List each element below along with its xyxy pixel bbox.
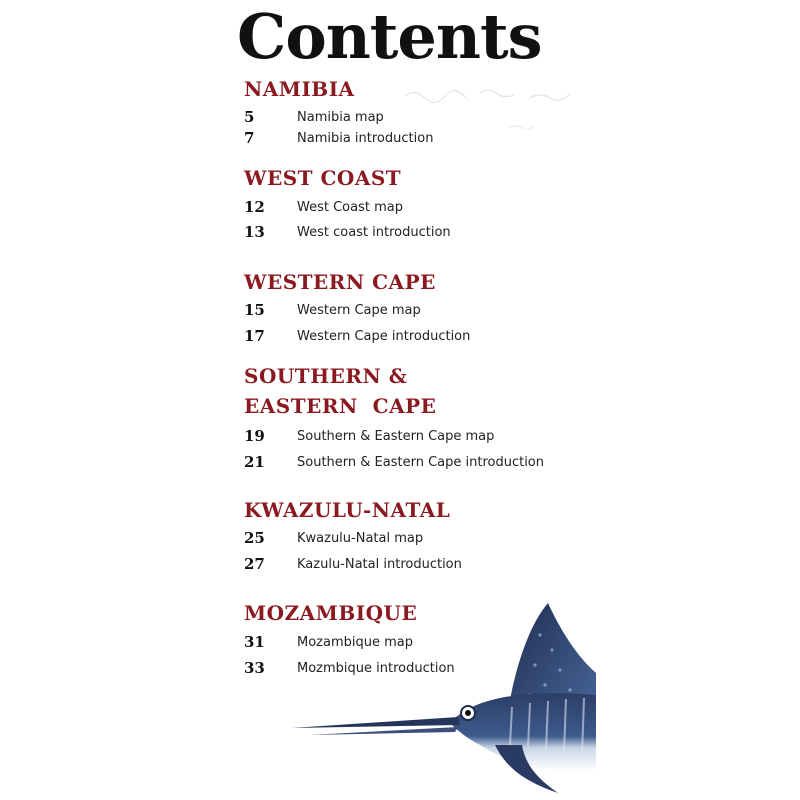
page-number: 33 [244, 659, 265, 677]
page-number: 7 [244, 129, 255, 147]
page-title: Contents [237, 0, 542, 73]
section-heading-eastern-cape: EASTERN CAPE [244, 394, 437, 418]
page-number: 21 [244, 453, 265, 471]
entry-label: Namibia map [297, 110, 384, 125]
page-number: 13 [244, 223, 265, 241]
page-number: 17 [244, 327, 265, 345]
entry-label: West Coast map [297, 200, 403, 215]
section-heading-namibia: NAMIBIA [244, 77, 355, 101]
marlin-fish-illustration [290, 595, 600, 795]
entry-label: Southern & Eastern Cape map [297, 429, 495, 444]
page-number: 25 [244, 529, 265, 547]
entry-label: Namibia introduction [297, 131, 434, 146]
entry-label: Western Cape map [297, 303, 421, 318]
entry-label: Mozambique map [297, 635, 413, 650]
page-number: 15 [244, 301, 265, 319]
faint-scribble [400, 78, 590, 138]
page-number: 31 [244, 633, 265, 651]
entry-label: Kazulu-Natal introduction [297, 557, 462, 572]
section-heading-southern: SOUTHERN & [244, 364, 408, 388]
page-number: 12 [244, 198, 265, 216]
section-heading-kwazulu-natal: KWAZULU-NATAL [244, 498, 451, 522]
entry-label: Western Cape introduction [297, 329, 471, 344]
entry-label: Kwazulu-Natal map [297, 531, 424, 546]
section-heading-western-cape: WESTERN CAPE [244, 270, 436, 294]
entry-label: Mozmbique introduction [297, 661, 455, 676]
section-heading-mozambique: MOZAMBIQUE [244, 601, 418, 625]
page-number: 5 [244, 108, 255, 126]
page-number: 19 [244, 427, 265, 445]
section-heading-west-coast: WEST COAST [244, 166, 402, 190]
entry-label: Southern & Eastern Cape introduction [297, 455, 544, 470]
entry-label: West coast introduction [297, 225, 451, 240]
page-number: 27 [244, 555, 265, 573]
